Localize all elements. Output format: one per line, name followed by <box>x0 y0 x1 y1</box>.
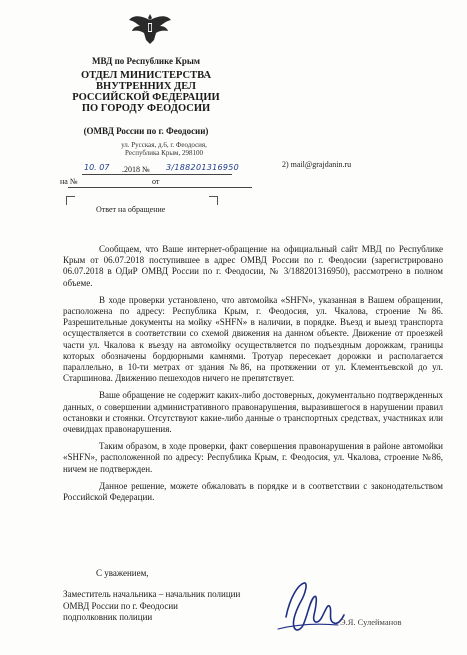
body-paragraph: Данное решение, можете обжаловать в порядке и в соответствии с законодательством Российской Федерации. <box>63 480 443 503</box>
letter-subject: Ответ на обращение <box>96 205 166 214</box>
department-title-line: ПО ГОРОДУ ФЕОДОСИИ <box>81 103 211 114</box>
department-title-line: РОССИЙСКОЙ ФЕДЕРАЦИИ <box>72 92 220 103</box>
address-line: ул. Русская, д.6, г. Феодосия, <box>121 141 207 149</box>
address-line: Республика Крым, 298100 <box>125 149 203 157</box>
reply-to-date-underline <box>162 187 252 188</box>
signatory-position <box>63 589 240 624</box>
signatory-name: Э.Я. Сулейманов <box>340 617 402 627</box>
body-paragraph: Ваше обращение не содержит каких-либо достоверных, документально подтвержденных данных, о совершении административного правонарушения, выразившегося в нарушении правил остановки и стоянки. Отсутствуют какие-либо данные о транспортных средствах, участниках или очевидцах правонарушения. <box>63 390 443 435</box>
signatory-position-line: подполковник полиции <box>63 612 153 622</box>
department-title-line: ОТДЕЛ МИНИСТЕРСТВА <box>80 70 212 81</box>
reply-to-number-label: на № <box>60 177 78 186</box>
registration-number-handwritten: 3/188201316950 <box>166 163 240 172</box>
department-title <box>62 70 230 114</box>
ministry-name: МВД по Республике Крым <box>92 56 200 66</box>
signatory-position-line: Заместитель начальника – начальник полиции <box>63 589 241 599</box>
double-headed-eagle-emblem-icon <box>128 10 172 48</box>
subject-bracket-left <box>66 196 75 205</box>
department-title-line: ВНУТРЕННИХ ДЕЛ <box>96 81 196 92</box>
recipient-address: 2) mail@grajdanin.ru <box>282 160 352 169</box>
signatory-position-line: ОМВД России по г. Феодосии <box>63 600 178 611</box>
handwritten-signature <box>268 577 348 639</box>
department-abbreviation: (ОМВД России по г. Феодосии) <box>83 126 209 136</box>
registration-number-underline <box>162 174 232 175</box>
body-paragraph: Сообщаем, что Ваше интернет-обращение на официальный сайт МВД по Республике Крым от 06.07.2018 поступившее в адрес ОМВД России по г. Феодосии (зарегистрировано 06.07.2018 в ОДиР ОМВД России по г. Феодосии, № 3/188201316950), рассмотрено в полном объеме. <box>63 244 443 288</box>
body-paragraph: В ходе проверки установлено, что автомойка «SHFN», указанная в Вашем обращении, расположена по адресу: Республика Крым, г. Феодосия, ул. Чкалова, строение №86. Разрешительные документы на мойку «SHFN» в наличии, в порядке. Въезд и выезд транспорта осуществляется в соответствии со схемой движения на данном объекте. Движение от проезжей части ул. Чкалова к въезду на автомойку осуществляется по подъездным дорожкам, границы которых обозначены бордюрными камнями. Тротуар пересекает дорожки и располагается параллельно, в 10-ти метрах от здания №86, на протяжении от ул. Клементьевской до ул. Старшинова. Движению пешеходов ничего не препятствует. <box>63 294 443 384</box>
reply-to-number-underline <box>68 187 174 188</box>
subject-bracket-right <box>209 196 218 205</box>
letter-body <box>63 244 443 509</box>
body-paragraph: Таким образом, в ходе проверки, факт совершения правонарушения в районе автомойки «SHFN», расположенной по адресу: Республика Крым, г. Феодосия, ул. Чкалова, строение №86, ничем не подтвержден. <box>63 441 443 474</box>
reply-to-date-label: от <box>152 177 160 186</box>
department-address <box>84 141 244 157</box>
registration-date-handwritten: 10. 07 <box>84 163 110 172</box>
registration-year: .2018 № <box>122 165 150 174</box>
closing-phrase: С уважением, <box>96 568 149 578</box>
